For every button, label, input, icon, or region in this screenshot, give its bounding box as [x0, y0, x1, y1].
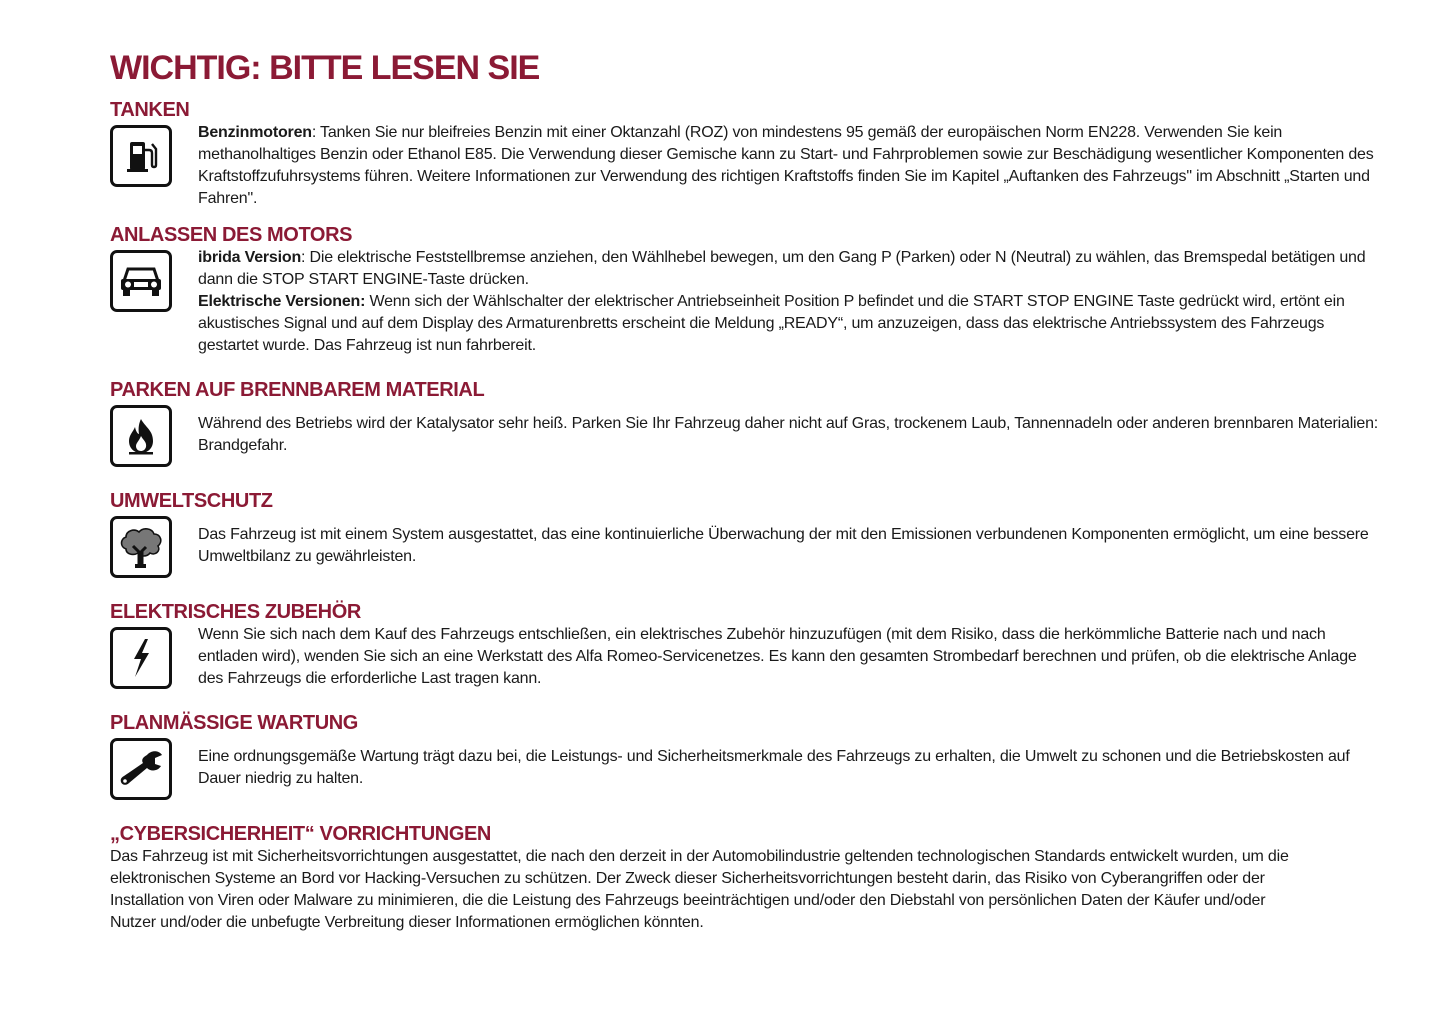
section-heading: PARKEN AUF BRENNBAREM MATERIAL	[110, 379, 485, 401]
paragraph	[198, 746, 1380, 790]
flame-icon	[110, 405, 172, 467]
paragraph-text: Wenn Sie sich nach dem Kauf des Fahrzeugs entschließen, ein elektrisches Zubehör hinzuzufügen (mit dem Risiko, dass die herkömmliche Batterie nach und nach entladen wird), wenden Sie sich an eine Werkstatt des Alfa Romeo-Servicenetzes. Es kann den gesamten Strombedarf berechnen und prüfen, ob die elektrische Anlage des Fahrzeugs die erforderliche Last tragen kann.	[198, 626, 1357, 687]
paragraph	[198, 413, 1380, 457]
section-heading: UMWELTSCHUTZ	[110, 490, 273, 512]
bold-label: ibrida Version	[198, 249, 302, 266]
paragraph-text: Wenn sich der Wählschalter der elektrischer Antriebseinheit Position P befindet und die START STOP ENGINE Taste gedrückt wird, ertönt ein akustisches Signal und auf dem Display des Armaturenbretts erscheint die Meldung „READY“, um anzuzeigen, dass das elektrische Antriebssystem des Fahrzeugs gestartet wurde. Das Fahrzeug ist nun fahrbereit.	[198, 293, 1345, 354]
section-heading: ANLASSEN DES MOTORS	[110, 224, 353, 246]
section-wartung	[110, 711, 1380, 822]
bold-label: Benzinmotoren	[198, 124, 312, 141]
document-page	[110, 48, 1380, 934]
section-cybersicherheit	[110, 822, 1380, 934]
section-heading: „CYBERSICHERHEIT“ VORRICHTUNGEN	[110, 823, 491, 845]
lightning-icon	[110, 627, 172, 689]
paragraph-text: Das Fahrzeug ist mit Sicherheitsvorrichtungen ausgestattet, die nach den derzeit in der Automobilindustrie geltenden technologischen Standards entwickelt wurden, um die elektronischen Systeme an Bord vor Hacking-Versuchen zu schützen. Der Zweck dieser Sicherheitsvorrichtungen besteht darin, das Risiko von Cyberangriffen oder der Installation von Viren oder Malware zu minimieren, die die Leistung des Fahrzeugs beeinträchtigen und/oder den Diebstahl von persönlichen Daten der Käufer und/oder Nutzer und/oder die unbefugte Verbreitung dieser Informationen ermöglichen könnten.	[110, 848, 1289, 931]
section-umweltschutz	[110, 489, 1380, 600]
paragraph	[198, 122, 1380, 210]
paragraph	[198, 291, 1380, 357]
paragraph	[198, 524, 1380, 568]
section-anlassen	[110, 223, 1380, 378]
section-heading: TANKEN	[110, 99, 190, 121]
section-heading: PLANMÄSSIGE WARTUNG	[110, 712, 358, 734]
paragraph-text: : Tanken Sie nur bleifreies Benzin mit einer Oktanzahl (ROZ) von mindestens 95 gemäß der europäischen Norm EN228. Verwenden Sie kein methanolhaltiges Benzin oder Ethanol E85. Die Verwendung dieser Gemische kann zu Start- und Fahrproblemen sowie zur Beschädigung wesentlicher Komponenten des Kraftstoffzufuhrsystems führen. Weitere Informationen zur Verwendung des richtigen Kraftstoffs finden Sie im Kapitel „Auftanken des Fahrzeugs" im Abschnitt „Starten und Fahren".	[198, 124, 1374, 207]
paragraph-text: : Die elektrische Feststellbremse anziehen, den Wählhebel bewegen, um den Gang P (Parken) oder N (Neutral) zu wählen, das Bremspedal betätigen und dann die STOP START ENGINE-Taste drücken.	[198, 249, 1366, 288]
section-heading: ELEKTRISCHES ZUBEHÖR	[110, 601, 361, 623]
car-front-icon	[110, 250, 172, 312]
section-parken	[110, 378, 1380, 489]
paragraph	[198, 247, 1380, 291]
page-title: WICHTIG: BITTE LESEN SIE	[110, 49, 540, 87]
section-elektrisches-zubehoer	[110, 600, 1380, 711]
paragraph	[198, 624, 1380, 690]
section-tanken	[110, 98, 1380, 223]
tree-icon	[110, 516, 172, 578]
bold-label: Elektrische Versionen:	[198, 293, 366, 310]
wrench-icon	[110, 738, 172, 800]
paragraph-text: Während des Betriebs wird der Katalysator sehr heiß. Parken Sie Ihr Fahrzeug daher nicht auf Gras, trockenem Laub, Tannennadeln oder anderen brennbaren Materialien: Brandgefahr.	[198, 415, 1379, 454]
paragraph-text: Das Fahrzeug ist mit einem System ausgestattet, das eine kontinuierliche Überwachung der mit den Emissionen verbundenen Komponenten ermöglicht, um eine bessere Umweltbilanz zu gewährleisten.	[198, 526, 1369, 565]
paragraph-text: Eine ordnungsgemäße Wartung trägt dazu bei, die Leistungs- und Sicherheitsmerkmale des Fahrzeugs zu erhalten, die Umwelt zu schonen und die Betriebskosten auf Dauer niedrig zu halten.	[198, 748, 1350, 787]
fuel-pump-icon	[110, 125, 172, 187]
